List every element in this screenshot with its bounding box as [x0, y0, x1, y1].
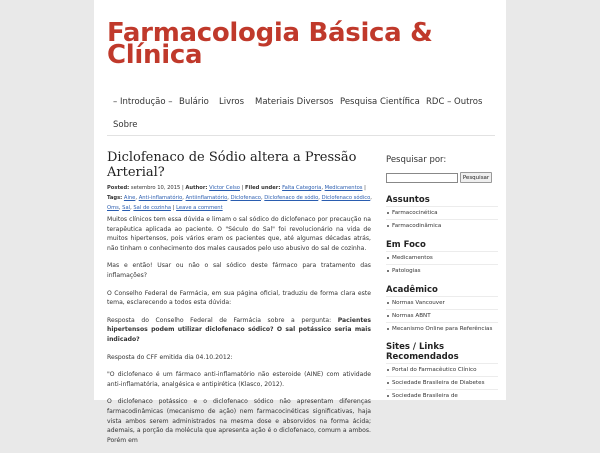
tag-link[interactable]: Sal — [122, 205, 131, 211]
nav-item-introducao[interactable]: – Introdução – — [113, 97, 173, 107]
leave-comment-link[interactable]: Leave a comment — [176, 205, 223, 211]
tag-link[interactable]: Oms — [107, 205, 119, 211]
section-list-sites-links — [386, 363, 498, 402]
paragraph: Muitos clínicos tem essa dúvida e limam o sal sódico do diclofenaco por precaução na terapêutica aplicada ao paciente. O "Século do Sal" foi revolucionário na vida de muitos hipertensos, pois vários eram os pacientes que, até algumas décadas atrás, não tinham o conhecimento dos males causados pelo uso abusivo do sal de cozinha. — [107, 216, 371, 252]
search-label: Pesquisar por: — [386, 155, 447, 165]
tag-link[interactable]: Sal de cozinha — [133, 205, 172, 211]
filed-under-label: Filed under: — [245, 185, 281, 191]
tag-link[interactable]: Diclofenaco — [230, 195, 261, 201]
nav-item-rdc-outros[interactable]: RDC – Outros — [426, 97, 483, 107]
section-heading-line: Recomendados — [386, 352, 459, 362]
post-meta: Posted: setembro 10, 2015 | Author: Victor Celso | Filed under: Falta Categoria, Medicamentos | Tags: Aine, Anti-inflamatório, Antiinflamatório, Diclofenaco, Diclofenaco de sódio, Diclofenaco sódico, Oms, Sal, Sal de cozinha | Leave a comment — [107, 185, 372, 211]
tag-link[interactable]: Aine — [123, 195, 136, 201]
nav-item-pesquisa-cientifica[interactable]: Pesquisa Científica — [340, 97, 420, 107]
site-title[interactable] — [107, 18, 447, 70]
post-content — [107, 215, 371, 453]
site-title-line1[interactable]: Farmacologia Básica & — [107, 18, 433, 48]
category-link[interactable]: Medicamentos — [324, 185, 363, 191]
tag-link[interactable]: Antiinflamatório — [185, 195, 228, 201]
category-link[interactable]: Falta Categoria — [282, 185, 322, 191]
section-list-academico — [386, 296, 498, 335]
paragraph: "O diclofenaco é um fármaco anti-inflamatório não esteroide (AINE) com atividade anti-inflamatória, analgésica e antipirética (Klasco, 2012). — [107, 371, 371, 388]
sidebar-link[interactable]: Normas Vancouver — [386, 296, 498, 309]
sidebar-link[interactable]: Sociedade Brasileira de Diabetes — [386, 376, 498, 389]
search-input[interactable] — [386, 173, 458, 183]
search-form — [386, 173, 498, 183]
sidebar-link[interactable]: Mecanismo Online para Referências — [386, 322, 498, 335]
post-title[interactable]: Diclofenaco de Sódio altera a Pressão Arterial? — [107, 150, 357, 180]
nav-item-materiais-diversos[interactable]: Materiais Diversos — [255, 97, 334, 107]
section-list-em-foco — [386, 251, 498, 277]
nav-divider — [107, 135, 495, 136]
question-prefix: Resposta do Conselho Federal de Farmácia sobre a pergunta: — [107, 316, 338, 324]
sidebar-link[interactable]: Sociedade Brasileira de — [386, 389, 498, 402]
section-heading-academico: Acadêmico — [386, 285, 438, 295]
search-button[interactable]: Pesquisar — [460, 172, 492, 183]
section-heading-assuntos: Assuntos — [386, 195, 430, 205]
paragraph — [107, 316, 371, 345]
author-link[interactable]: Victor Celso — [209, 185, 240, 191]
tags-label: Tags: — [107, 195, 123, 201]
sidebar-link[interactable]: Portal do Farmacêutico Clínico — [386, 363, 498, 376]
paragraph: O Conselho Federal de Farmácia, em sua página oficial, traduziu de forma clara este tema, esclarecendo a todos esta dúvida: — [107, 289, 371, 307]
tag-link[interactable]: Anti-inflamatório — [138, 195, 183, 201]
section-heading-em-foco: Em Foco — [386, 240, 426, 250]
section-list-assuntos — [386, 206, 498, 232]
tag-link[interactable]: Diclofenaco sódico — [321, 195, 371, 201]
tag-link[interactable]: Diclofenaco de sódio — [264, 195, 319, 201]
sidebar — [386, 155, 498, 399]
section-heading-line: Sites / Links — [386, 342, 445, 352]
paragraph: Resposta do CFF emitida dia 04.10.2012: — [107, 353, 233, 361]
nav-item-bulario[interactable]: Bulário — [179, 97, 209, 107]
nav-item-sobre[interactable]: Sobre — [113, 120, 138, 130]
sidebar-link[interactable]: Patologias — [386, 264, 498, 277]
posted-label: Posted: — [107, 185, 130, 191]
paragraph: O diclofenaco potássico e o diclofenaco sódico não apresentam diferenças farmacodinâmicas (mecanismo de ação) nem farmacocinéticas significativas, haja vista ambos serem administrados na mesma dose e absorvidos na forma ácida; ademais, a porção da molécula que apresenta ação é o diclofenaco, comum a ambos. Porém em — [107, 398, 371, 444]
paragraph: Mas e então! Usar ou não o sal sódico deste fármaco para tratamento das inflamações? — [107, 262, 371, 279]
author-label: Author: — [185, 185, 208, 191]
sidebar-link[interactable]: Normas ABNT — [386, 309, 498, 322]
post-date: setembro 10, 2015 — [130, 185, 181, 191]
sidebar-link[interactable]: Medicamentos — [386, 251, 498, 264]
sidebar-link[interactable]: Farmacodinâmica — [386, 219, 498, 232]
section-heading-sites-links — [386, 342, 459, 362]
sidebar-link[interactable]: Farmacocinética — [386, 206, 498, 219]
question-bold: Pacientes hipertensos podem utilizar diclofenaco sódico? O sal potássico seria mais indicado? — [107, 316, 371, 343]
site-title-line2[interactable]: Clínica — [107, 40, 203, 70]
nav-item-livros[interactable]: Livros — [219, 97, 245, 107]
